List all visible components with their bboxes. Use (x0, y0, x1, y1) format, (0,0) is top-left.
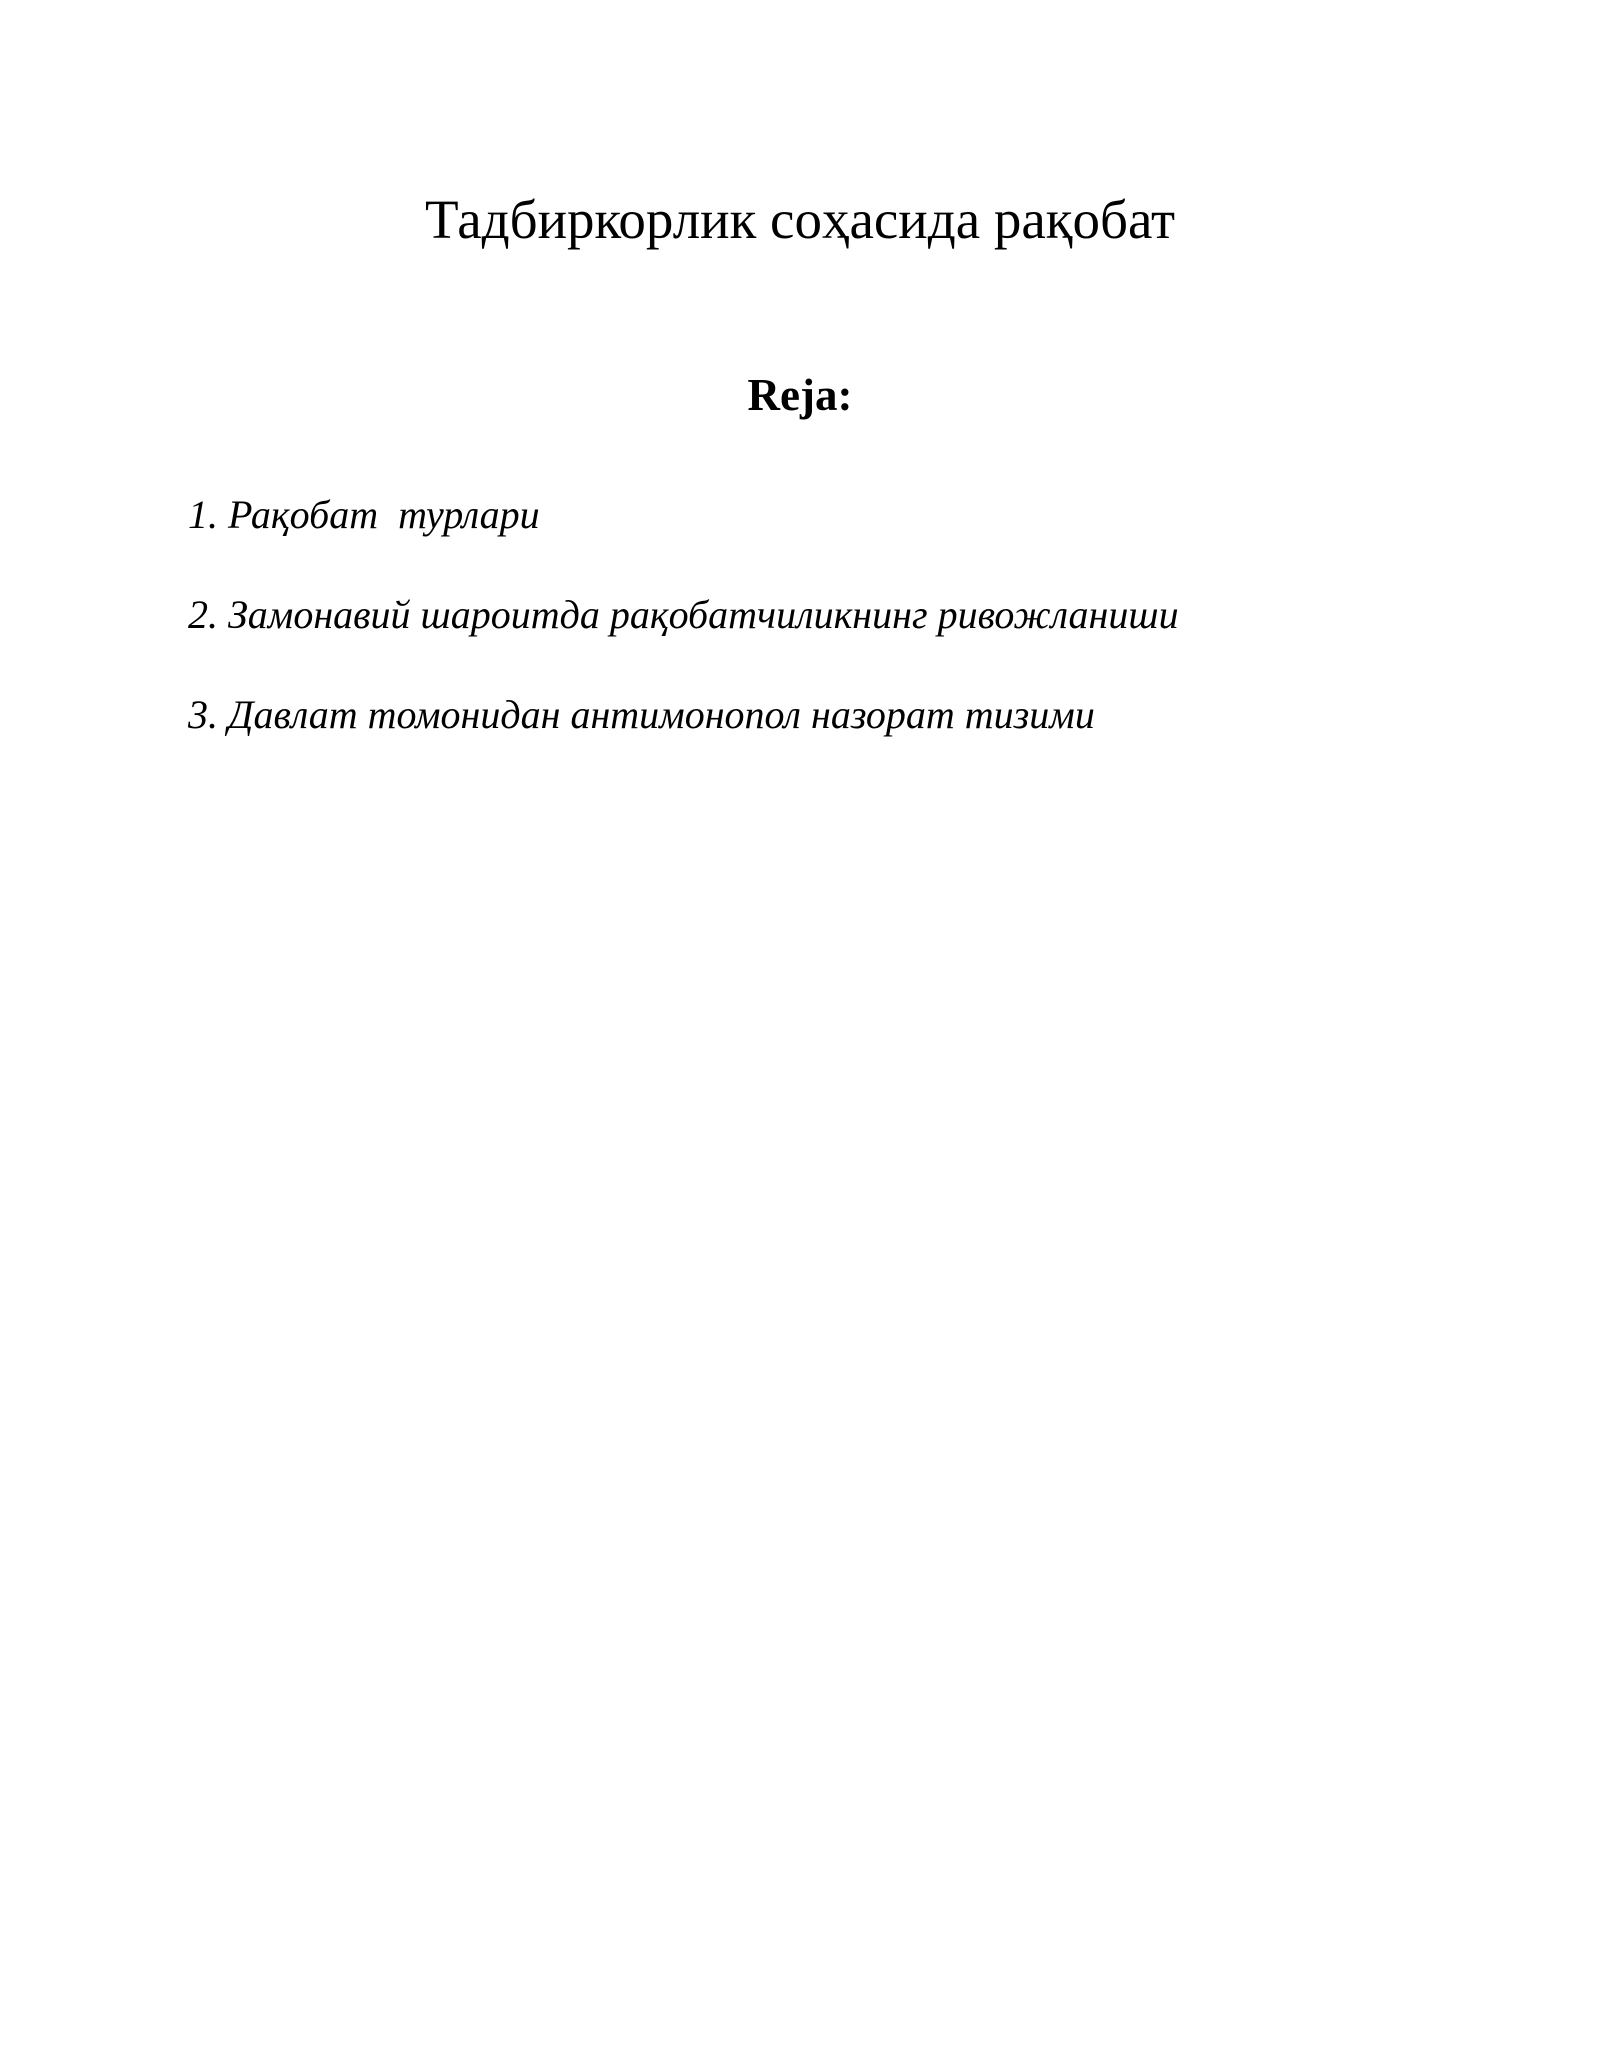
plan-item: 3. Давлат томонидан антимонопол назорат тизими (188, 692, 1095, 737)
plan-item: 1. Рақобат турлари (188, 492, 540, 537)
plan-list (188, 492, 1488, 792)
plan-heading: Reja: (747, 370, 853, 420)
document-title: Тадбиркорлик соҳасида рақобат (424, 189, 1176, 250)
plan-item: 2. Замонавий шароитда рақобатчиликнинг ривожланиши (188, 592, 1179, 637)
